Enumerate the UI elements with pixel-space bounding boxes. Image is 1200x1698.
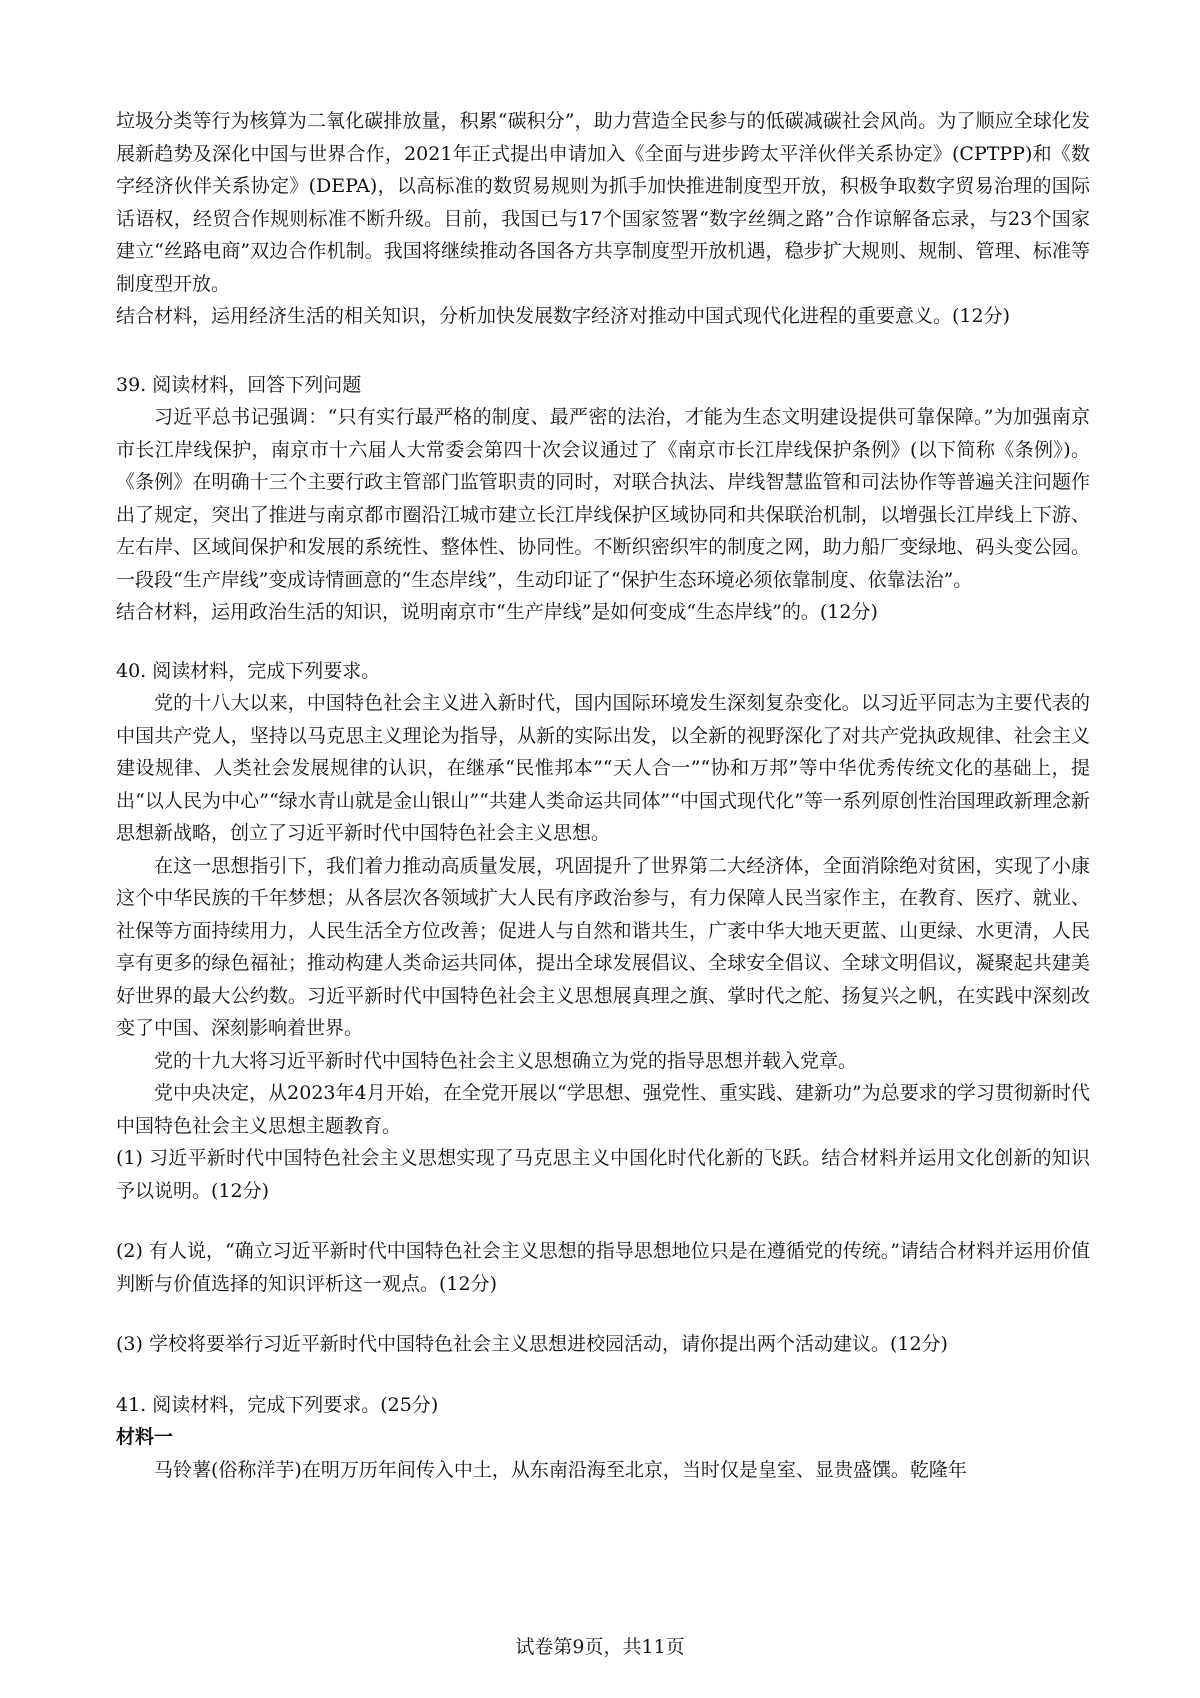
page-footer: 试卷第9页，共11页	[515, 1636, 685, 1658]
q38-material-text: 垃圾分类等行为核算为二氧化碳排放量，积累“碳积分”，助力营造全民参与的低碳减碳社会风尚。为了顺应全球化发展新趋势及深化中国与世界合作，2021年正式提出申请加入《全面与进步跨太平洋伙伴关系协定》(CPTPP)和《数字经济伙伴关系协定》(DEPA)，以高标准的数贸易规则为抓手加快推进制度型开放，积极争取数字贸易治理的国际话语权，经贸合作规则标准不断升级。目前，我国已与17个国家签署“数字丝绸之路”合作谅解备忘录，与23个国家建立“丝路电商”双边合作机制。我国将继续推动各国各方共享制度型开放机遇，稳步扩大规则、规制、管理、标准等制度型开放。	[116, 110, 1090, 295]
q39-material-text: 习近平总书记强调：“只有实行最严格的制度、最严密的法治，才能为生态文明建设提供可靠保障。”为加强南京市长江岸线保护，南京市十六届人大常委会第四十次会议通过了《南京市长江岸线保护条例》(以下简称《条例》)。《条例》在明确十三个主要行政主管部门监管职责的同时，对联合执法、岸线智慧监管和司法协作等普遍关注问题作出了规定，突出了推进与南京都市圈沿江城市建立长江岸线保护区域协同和共保联治机制，以增强长江岸线上下游、左右岸、区域间保护和发展的系统性、整体性、协同性。不断织密织牢的制度之网，助力船厂变绿地、码头变公园。一段段“生产岸线”变成诗情画意的“生态岸线”，生动印证了“保护生态环境必须依靠制度、依靠法治”。	[116, 406, 1090, 591]
q39-title: 39. 阅读材料，回答下列问题	[116, 373, 362, 396]
q40-title: 40. 阅读材料，完成下列要求。	[116, 659, 381, 682]
q41-material-label: 材料一	[116, 1426, 174, 1448]
q41-title: 41. 阅读材料，完成下列要求。(25分)	[116, 1393, 439, 1416]
q40-subquestion-3: (3) 学校将要举行习近平新时代中国特色社会主义思想进校园活动，请你提出两个活动建议。(12分)	[116, 1333, 948, 1355]
q39-question: 结合材料，运用政治生活的知识，说明南京市“生产岸线”是如何变成“生态岸线”的。(12分)	[116, 601, 878, 623]
q40-material-para: 党的十八大以来，中国特色社会主义进入新时代，国内国际环境发生深刻复杂变化。以习近平同志为主要代表的中国共产党人，坚持以马克思主义理论为指导，从新的实际出发，以全新的视野深化了对共产党执政规律、社会主义建设规律、人类社会发展规律的认识，在继承“民惟邦本”“天人合一”“协和万邦”等中华优秀传统文化的基础上，提出“以人民为中心”“绿水青山就是金山银山”“共建人类命运共同体”“中国式现代化”等一系列原创性治国理政新理念新思想新战略，创立了习近平新时代中国特色社会主义思想。	[116, 692, 1090, 844]
q41-material-text: 马铃薯(俗称洋芋)在明万历年间传入中土，从东南沿海至北京，当时仅是皇室、显贵盛馔。乾隆年	[154, 1458, 967, 1481]
q40-material-para: 党中央决定，从2023年4月开始，在全党开展以“学思想、强党性、重实践、建新功”为总要求的学习贯彻新时代中国特色社会主义思想主题教育。	[116, 1082, 1090, 1137]
q40-material-para: 党的十九大将习近平新时代中国特色社会主义思想确立为党的指导思想并载入党章。	[154, 1049, 858, 1072]
q40-subquestion-1: (1) 习近平新时代中国特色社会主义思想实现了马克思主义中国化时代化新的飞跃。结合材料并运用文化创新的知识予以说明。(12分)	[116, 1147, 1090, 1202]
q40-material-para: 在这一思想指引下，我们着力推动高质量发展，巩固提升了世界第二大经济体，全面消除绝对贫困，实现了小康这个中华民族的千年梦想；从各层次各领域扩大人民有序政治参与，有力保障人民当家作主，在教育、医疗、就业、社保等方面持续用力，人民生活全方位改善；促进人与自然和谐共生，广袤中华大地天更蓝、山更绿、水更清，人民享有更多的绿色福祉；推动构建人类命运共同体，提出全球发展倡议、全球安全倡议、全球文明倡议，凝聚起共建美好世界的最大公约数。习近平新时代中国特色社会主义思想展真理之旗、掌时代之舵、扬复兴之帆，在实践中深刻改变了中国、深刻影响着世界。	[116, 854, 1090, 1039]
q38-question: 结合材料，运用经济生活的相关知识，分析加快发展数字经济对推动中国式现代化进程的重要意义。(12分)	[116, 305, 1011, 327]
q40-subquestion-2: (2) 有人说，“确立习近平新时代中国特色社会主义思想的指导思想地位只是在遵循党的传统。”请结合材料并运用价值判断与价值选择的知识评析这一观点。(12分)	[116, 1240, 1090, 1295]
